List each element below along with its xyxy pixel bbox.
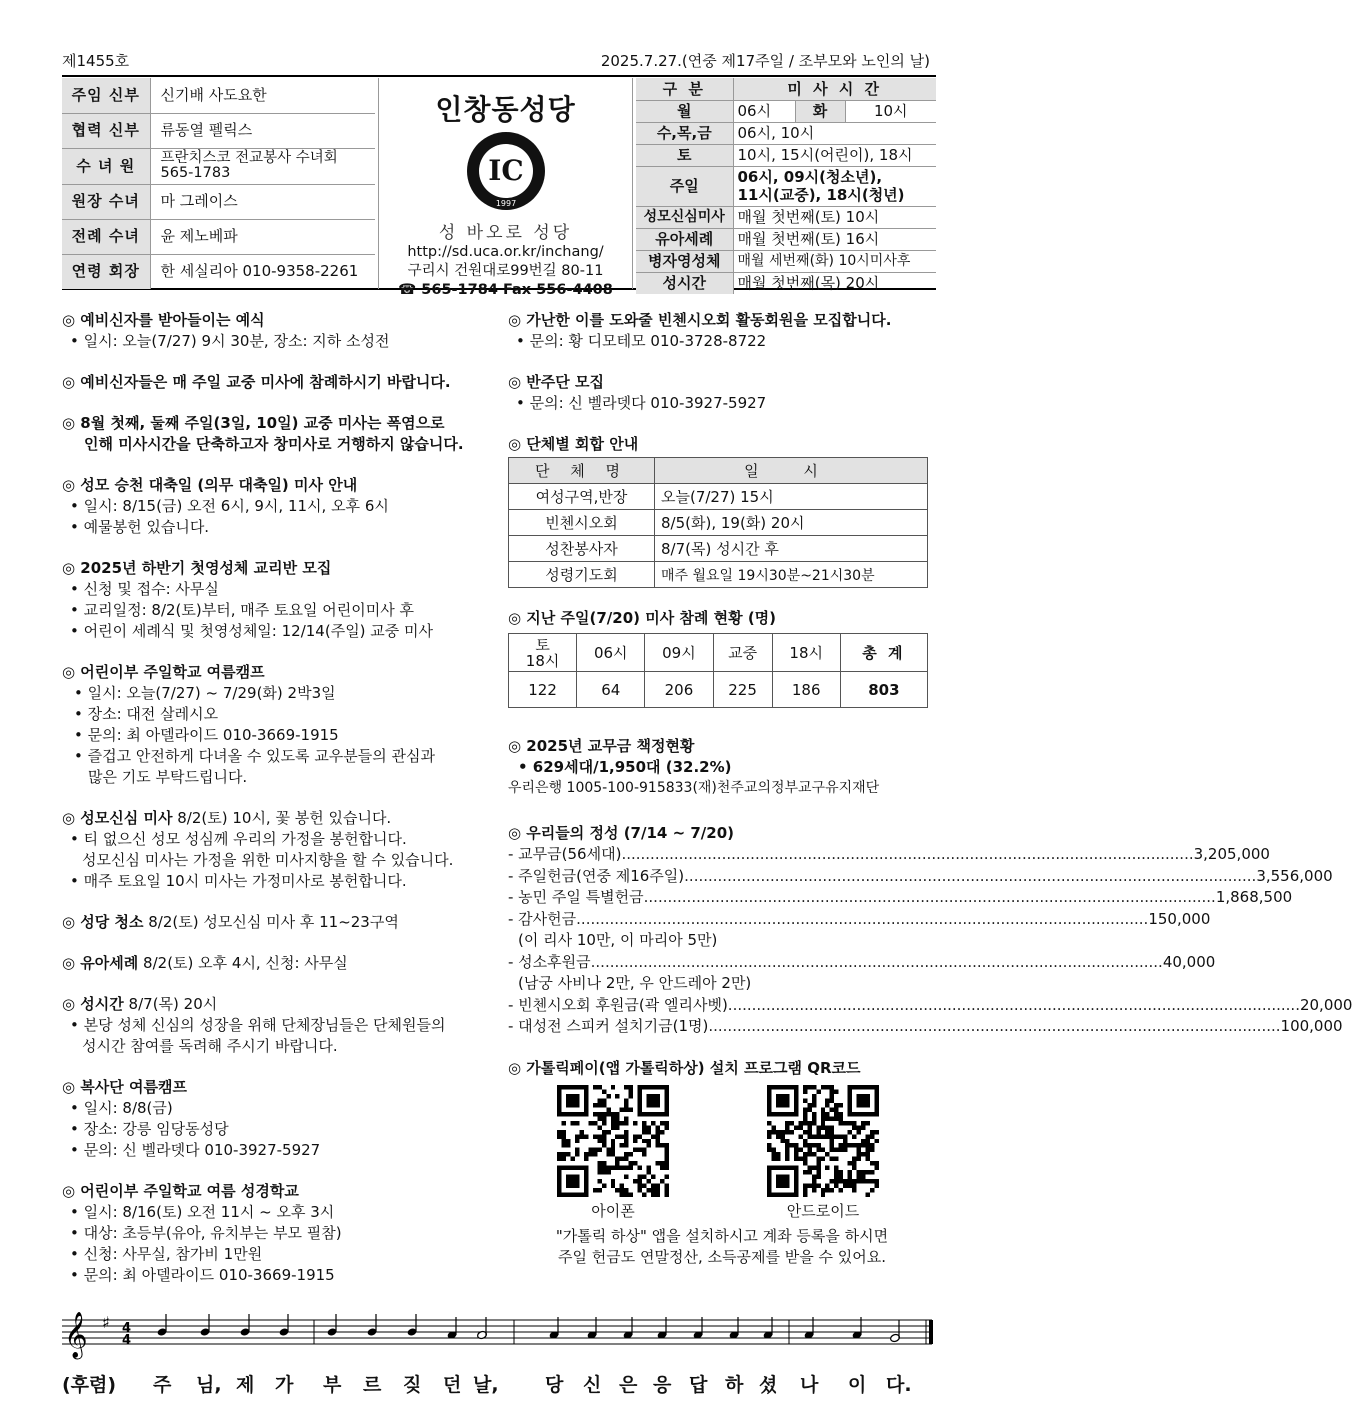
staff-role: 전례 수녀 — [62, 219, 150, 254]
lyric-syllable: 주 — [153, 1374, 172, 1396]
group-meeting-table — [508, 457, 928, 588]
group-time: 8/5(화), 19(화) 20시 — [655, 510, 928, 536]
staff-row — [62, 254, 375, 289]
notice-title: ◎ 우리들의 정성 (7/14 ~ 7/20) — [508, 824, 734, 842]
offering-label: - 주일헌금(연중 제16주일) — [508, 866, 685, 885]
issue-number: 제1455호 — [62, 52, 130, 70]
notice-line: • 어린이 세례식 및 첫영성체일: 12/14(주일) 교중 미사 — [70, 622, 434, 640]
notice-title: ◎ 성모 승천 대축일 (의무 대축일) 미사 안내 — [62, 476, 358, 494]
offering-row — [508, 887, 1293, 909]
offering-row — [508, 1016, 1343, 1038]
offering-label: - 성소후원금 — [508, 952, 591, 971]
notice-attendance — [508, 608, 936, 708]
group-time: 오늘(7/27) 15시 — [655, 484, 928, 510]
group-name: 성령기도회 — [509, 562, 655, 588]
offering-label: - 감사헌금 — [508, 909, 577, 928]
offering-amount: 3,205,000 — [1193, 845, 1270, 863]
mass-day: 주일 — [636, 166, 733, 206]
mass-day: 유아세례 — [636, 228, 733, 250]
notice-line: • 문의: 최 아델라이드 010-3669-1915 — [74, 726, 339, 744]
bank-account: 우리은행 1005-100-915833(재)천주교의정부교구유지재단 — [508, 780, 880, 796]
lyric-syllable: 이 — [848, 1374, 867, 1396]
staff-name: 신기배 사도요한 — [150, 78, 375, 113]
notice-line: • 일시: 오늘(7/27) 9시 30분, 장소: 지하 소성전 — [70, 332, 390, 350]
mass-row — [636, 272, 936, 294]
qr-label: 아이폰 — [591, 1201, 635, 1220]
staff-name: 류동열 펠릭스 — [150, 113, 375, 148]
notice-august-mass — [62, 413, 487, 455]
dot-leader: ........................................................................................................................ — [576, 909, 1149, 928]
masthead — [62, 78, 936, 298]
header-line — [62, 50, 930, 71]
staff-row — [62, 113, 375, 148]
staff-row — [62, 184, 375, 219]
staff-role: 원장 수녀 — [62, 184, 150, 219]
logo-letters: IC — [487, 154, 524, 187]
mass-head-key: 구 분 — [636, 78, 733, 100]
lyric-syllable: 당 — [545, 1374, 564, 1396]
refrain-label: (후렴) — [62, 1374, 117, 1396]
notice-title: ◎ 2025년 하반기 첫영성체 교리반 모집 — [62, 559, 332, 577]
notice-title: ◎ 가톨릭페이(앱 가톨릭하상) 설치 프로그램 QR코드 — [508, 1058, 861, 1077]
attendance-value: 186 — [772, 672, 840, 708]
notice-line: 많은 기도 부탁드립니다. — [88, 768, 248, 786]
offering-row — [508, 995, 1352, 1017]
notice-catechumen-rite — [62, 310, 487, 352]
bulletin-date: 2025.7.27.(연중 제17주일 / 조부모와 노인의 날) — [600, 52, 930, 70]
lyric-syllable: 답 — [689, 1374, 708, 1396]
time-signature-top: 4 — [122, 1321, 132, 1336]
dot-leader: ........................................................................................................................ — [684, 866, 1257, 885]
parish-patron: 성 바오로 성당 — [438, 223, 573, 243]
offering-label: - 교무금(56세대) — [508, 845, 622, 863]
mass-day: 화 — [795, 100, 845, 122]
notice-title-cont: 인해 미사시간을 단축하고자 창미사로 거행하지 않습니다. — [84, 435, 464, 453]
staff-name-line1: 프란치스코 전교봉사 수녀회 — [160, 150, 338, 166]
group-table-head — [509, 458, 928, 484]
notice-title-detail: 8/2(토) 오후 4시, 신청: 사무실 — [138, 954, 348, 972]
lyric-syllable: 다. — [886, 1374, 912, 1396]
lyric-syllable: 르 — [363, 1374, 382, 1396]
offering-amount: 20,000 — [1299, 995, 1352, 1014]
parish-address: 구리시 건원대로99번길 80-11 — [407, 263, 604, 279]
attendance-value-row — [509, 672, 928, 708]
lyric-syllable: 던 — [443, 1374, 462, 1396]
mass-day: 수,목,금 — [636, 122, 733, 144]
dot-leader: ........................................................................................................................ — [708, 1017, 1281, 1035]
notice-line: • 예물봉헌 있습니다. — [70, 518, 210, 536]
group-name: 빈첸시오회 — [509, 510, 655, 536]
notice-line: • 신청 및 접수: 사무실 — [70, 580, 219, 598]
mass-row — [636, 144, 936, 166]
notice-title: ◎ 성당 청소 — [62, 913, 144, 931]
staff-row — [62, 78, 375, 113]
offering-label: - 빈첸시오회 후원금(곽 엘리사벳) — [508, 995, 728, 1014]
time-signature-bottom: 4 — [122, 1333, 132, 1348]
lyric-syllable: 신 — [583, 1374, 602, 1396]
attendance-head-row — [509, 634, 928, 672]
mass-day: 월 — [636, 100, 733, 122]
notice-catechumen-mass — [62, 372, 487, 393]
lyric-syllable: 셨 — [759, 1374, 778, 1396]
notice-altar-server-camp — [62, 1077, 487, 1161]
notice-line: 성모신심 미사는 가정을 위한 미사지향을 할 수 있습니다. — [82, 851, 454, 869]
notice-title-detail: 8/7(목) 20시 — [123, 995, 218, 1013]
svg-text:𝄞: 𝄞 — [64, 1312, 88, 1358]
offering-amount: 40,000 — [1162, 952, 1216, 971]
notice-line: • 일시: 8/8(금) — [70, 1099, 173, 1117]
staff-row — [62, 148, 375, 184]
notice-holy-hour — [62, 994, 487, 1057]
mass-head-row — [636, 78, 936, 100]
mass-day: 성모신심미사 — [636, 206, 733, 228]
attendance-head: 09시 — [645, 634, 713, 672]
notice-title-detail: 8/2(토) 10시, 꽃 봉헌 있습니다. — [172, 809, 392, 827]
notice-title: ◎ 성모신심 미사 — [62, 809, 173, 827]
notice-bible-school — [62, 1181, 487, 1286]
parish-name: 인창동성당 — [435, 93, 576, 126]
staff-role: 주임 신부 — [62, 78, 150, 113]
mass-time: 06시, 10시 — [733, 122, 936, 144]
attendance-value: 206 — [645, 672, 713, 708]
right-column — [508, 310, 1352, 1288]
mass-schedule-table — [636, 78, 936, 294]
offering-amount: 100,000 — [1280, 1017, 1343, 1035]
qr-note: 주일 헌금도 연말정산, 소득공제를 받을 수 있어요. — [558, 1247, 886, 1266]
offering-row — [508, 909, 1211, 931]
staff-name — [150, 148, 375, 184]
left-column — [62, 310, 487, 1306]
offering-amount: 150,000 — [1148, 909, 1211, 928]
mass-time: 06시 — [733, 100, 795, 122]
notice-marian-mass — [62, 808, 487, 892]
notice-line: • 629세대/1,950대 (32.2%) — [518, 758, 732, 776]
mass-time: 매월 첫번째(토) 10시 — [733, 206, 936, 228]
lyric-syllable: 응 — [653, 1374, 672, 1396]
notice-line: • 문의: 신 벨라뎃다 010-3927-5927 — [516, 394, 767, 412]
notice-tithe — [508, 736, 936, 799]
parish-phone: ☎ 565-1784 Fax 556-4408 — [398, 282, 613, 298]
offering-note: (이 리사 10만, 이 마리아 5만) — [518, 931, 718, 949]
mass-row — [636, 228, 936, 250]
dot-leader: ........................................................................................................................ — [621, 845, 1194, 863]
notice-line: • 대상: 초등부(유아, 유치부는 부모 필참) — [70, 1224, 342, 1242]
mass-day: 토 — [636, 144, 733, 166]
qr-android — [767, 1085, 879, 1222]
offering-row — [508, 952, 1216, 974]
mass-day: 성시간 — [636, 272, 733, 294]
header-top-rule — [62, 75, 936, 77]
offering-row — [508, 866, 1333, 888]
notice-line: • 본당 성체 신심의 성장을 위해 단체장님들은 단체원들의 — [70, 1016, 446, 1034]
lyric-syllable: 님, — [196, 1374, 222, 1396]
offering-note: (남궁 사비나 2만, 우 안드레아 2만) — [518, 974, 752, 992]
notice-offerings — [508, 823, 1352, 1038]
notice-accompanist — [508, 372, 936, 414]
attendance-table — [508, 633, 928, 708]
qr-note: "가톨릭 하상" 앱을 설치하시고 계좌 등록을 하시면 — [555, 1226, 889, 1245]
table-row — [509, 536, 928, 562]
notice-title: ◎ 반주단 모집 — [508, 373, 604, 391]
notice-title: ◎ 2025년 교무금 책정현황 — [508, 737, 695, 755]
group-name: 여성구역,반장 — [509, 484, 655, 510]
dot-leader: ........................................................................................................................ — [727, 995, 1300, 1014]
notice-first-communion — [62, 558, 487, 642]
notice-title: ◎ 예비신자를 받아들이는 예식 — [62, 311, 265, 329]
notice-line: • 문의: 신 벨라뎃다 010-3927-5927 — [70, 1141, 321, 1159]
attendance-head: 06시 — [577, 634, 645, 672]
notice-infant-baptism — [62, 953, 487, 974]
table-row — [509, 510, 928, 536]
dot-leader: ........................................................................................................................ — [643, 888, 1216, 906]
notice-title: ◎ 성시간 — [62, 995, 124, 1013]
notice-line: • 일시: 8/15(금) 오전 6시, 9시, 11시, 오후 6시 — [70, 497, 389, 515]
notice-cleaning — [62, 912, 487, 933]
music-refrain — [62, 1306, 936, 1396]
offering-label: - 대성전 스피커 설치기금(1명) — [508, 1017, 709, 1035]
mass-time: 매월 첫번째(목) 20시 — [737, 274, 880, 293]
mass-time — [733, 166, 936, 206]
lyric-syllable: 날, — [473, 1374, 499, 1396]
staff-role: 협력 신부 — [62, 113, 150, 148]
notice-line: • 장소: 대전 살레시오 — [74, 705, 219, 723]
attendance-head: 18시 — [772, 634, 840, 672]
parish-url[interactable]: http://sd.uca.or.kr/inchang/ — [407, 244, 604, 260]
qr-ios — [557, 1085, 669, 1222]
logo-year: 1997 — [495, 199, 516, 208]
attendance-head: 토 18시 — [509, 634, 577, 672]
parish-info — [378, 78, 633, 298]
staff-row — [62, 219, 375, 254]
lyric-syllable: 짖 — [403, 1374, 422, 1396]
group-time: 매주 월요일 19시30분~21시30분 — [655, 562, 928, 588]
group-name: 성찬봉사자 — [509, 536, 655, 562]
notice-title: ◎ 어린이부 주일학교 여름 성경학교 — [62, 1182, 299, 1200]
lyrics-line — [62, 1370, 936, 1398]
notice-group-meetings — [508, 434, 936, 588]
mass-time: 10시 — [845, 100, 936, 122]
offering-amount: 1,868,500 — [1215, 888, 1293, 906]
notice-title: ◎ 어린이부 주일학교 여름캠프 — [62, 663, 265, 681]
offering-label: - 농민 주일 특별헌금 — [508, 888, 644, 906]
mass-row — [636, 250, 936, 272]
notice-line: • 일시: 8/16(토) 오전 11시 ~ 오후 3시 — [70, 1203, 335, 1221]
notice-line: • 티 없으신 성모 성심께 우리의 가정을 봉헌합니다. — [70, 830, 407, 848]
notice-assumption — [62, 475, 487, 538]
group-head-name: 단 체 명 — [509, 458, 655, 484]
lyric-syllable: 나 — [800, 1374, 819, 1396]
lyric-syllable: 제 — [236, 1374, 255, 1396]
sunday-line2: 11시(교중), 18시(청년) — [737, 186, 905, 204]
mass-time: 10시, 15시(어린이), 18시 — [733, 144, 936, 166]
notice-title: ◎ 유아세례 — [62, 954, 139, 972]
staff-name: 윤 제노베파 — [150, 219, 375, 254]
notice-title: ◎ 단체별 회합 안내 — [508, 435, 639, 453]
notice-line: • 매주 토요일 10시 미사는 가정미사로 봉헌합니다. — [70, 872, 407, 890]
notice-line: • 즐겁고 안전하게 다녀올 수 있도록 교우분들의 관심과 — [74, 747, 436, 765]
notice-line: • 일시: 오늘(7/27) ~ 7/29(화) 2박3일 — [74, 684, 336, 702]
mass-time: 매월 첫번째(토) 16시 — [733, 228, 936, 250]
table-row — [509, 562, 928, 588]
mass-head-value: 미 사 시 간 — [733, 78, 936, 100]
attendance-value: 64 — [577, 672, 645, 708]
staff-name: 마 그레이스 — [150, 184, 375, 219]
mass-day: 병자영성체 — [636, 250, 733, 272]
notice-line: • 문의: 황 디모테모 010-3728-8722 — [516, 332, 767, 350]
notice-title: ◎ 예비신자들은 매 주일 교중 미사에 참례하시기 바랍니다. — [62, 373, 451, 391]
parish-logo-icon — [461, 130, 551, 212]
staff-table — [62, 78, 375, 289]
qr-codes — [508, 1085, 928, 1222]
sunday-line1: 06시, 09시(청소년), — [737, 168, 883, 186]
staff-name-line2: 565-1783 — [160, 165, 231, 181]
table-row — [509, 484, 928, 510]
staff-role: 연령 회장 — [62, 254, 150, 289]
notice-title-detail: 8/2(토) 성모신심 미사 후 11~23구역 — [143, 913, 399, 931]
lyric-syllable: 은 — [619, 1374, 638, 1396]
mass-row — [636, 122, 936, 144]
group-head-time: 일 시 — [655, 458, 928, 484]
notice-line: • 장소: 강릉 임당동성당 — [70, 1120, 229, 1138]
music-staff-icon — [62, 1306, 936, 1366]
offering-row — [508, 844, 1270, 866]
notice-qr — [508, 1058, 936, 1268]
lyric-syllable: 부 — [323, 1374, 342, 1396]
notice-line: • 신청: 사무실, 참가비 1만원 — [70, 1245, 263, 1263]
mass-time: 매월 세번째(화) 10시미사후 — [733, 250, 936, 272]
qr-code-icon[interactable] — [557, 1085, 669, 1197]
notice-line: • 교리일정: 8/2(토)부터, 매주 토요일 어린이미사 후 — [70, 601, 414, 619]
notice-title: ◎ 복사단 여름캠프 — [62, 1078, 187, 1096]
mass-row — [636, 206, 936, 228]
notice-title: ◎ 가난한 이를 도와줄 빈첸시오회 활동회원을 모집합니다. — [508, 311, 892, 329]
notice-vincent — [508, 310, 936, 352]
qr-code-icon[interactable] — [767, 1085, 879, 1197]
attendance-total: 803 — [840, 672, 927, 708]
offering-amount: 3,556,000 — [1256, 866, 1333, 885]
group-time: 8/7(목) 성시간 후 — [655, 536, 928, 562]
qr-label: 안드로이드 — [786, 1201, 860, 1220]
notice-title: ◎ 8월 첫째, 둘째 주일(3일, 10일) 교중 미사는 폭염으로 — [62, 414, 445, 432]
staff-name: 한 세실리아 010-9358-2261 — [160, 262, 359, 281]
attendance-head: 교중 — [713, 634, 772, 672]
svg-text:♯: ♯ — [102, 1313, 110, 1332]
staff-role: 수 녀 원 — [62, 148, 150, 184]
lyric-syllable: 하 — [725, 1374, 744, 1396]
dot-leader: ........................................................................................................................ — [590, 952, 1163, 971]
attendance-value: 122 — [509, 672, 577, 708]
lyric-syllable: 가 — [275, 1374, 294, 1396]
offering-list — [508, 844, 1352, 1038]
notice-line: • 문의: 최 아델라이드 010-3669-1915 — [70, 1266, 335, 1284]
attendance-value: 225 — [713, 672, 772, 708]
notice-line: 성시간 참여를 독려해 주시기 바랍니다. — [82, 1037, 338, 1055]
attendance-head: 총 계 — [840, 634, 927, 672]
mass-row — [636, 166, 936, 206]
notice-title: ◎ 지난 주일(7/20) 미사 참례 현황 (명) — [508, 609, 777, 627]
mass-row — [636, 100, 936, 122]
notice-summer-camp — [62, 662, 487, 788]
